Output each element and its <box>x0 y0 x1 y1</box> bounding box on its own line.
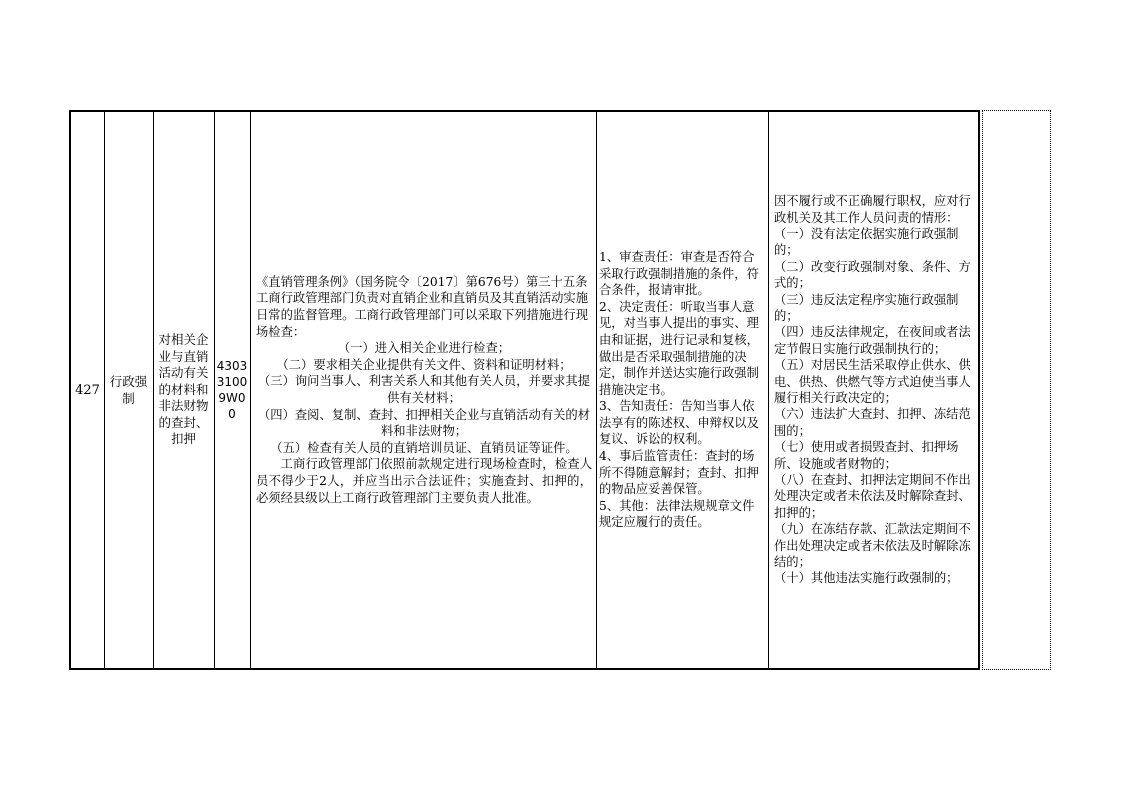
responsibility-item: 2、决定责任：听取当事人意见，对当事人提出的事实、理由和证据，进行记录和复核，做出是否采取强制措施的决定，制作并送达实施行政强制措施决定书。 <box>599 299 759 397</box>
row-number-cell <box>71 112 104 668</box>
accountability-item: （三）违反法定程序实施行政强制的； <box>774 292 959 323</box>
accountability-item: （七）使用或者损毁查封、扣押场所、设施或者财物的； <box>774 440 959 471</box>
legal-basis-paragraph: （五）检查有关人员的直销培训员证、直销员证等证件。 <box>270 440 578 455</box>
legal-basis-text <box>256 274 600 506</box>
accountability-list <box>774 193 977 587</box>
accountability-item: （五）对居民生活采取停止供水、供电、供热、供燃气等方式迫使当事人履行相关行政决定的； <box>774 358 971 405</box>
responsibility-item: 5、其他：法律法规规章文件规定应履行的责任。 <box>599 498 755 530</box>
accountability-item: （二）改变行政强制对象、条件、方式的； <box>774 259 971 291</box>
code-cell <box>214 112 250 668</box>
legal-basis-paragraph: （三）询问当事人、利害关系人和其他有关人员，并要求其提供有关材料； <box>257 374 591 405</box>
responsibility-item: 1、审查责任：审查是否符合采取行政强制措施的条件，符合条件，报请审批。 <box>599 249 759 298</box>
item-code: 430331009W00 <box>216 359 248 421</box>
responsibility-cell <box>596 112 768 668</box>
accountability-item: 因不履行或不正确履行职权，应对行政机关及其工作人员问责的情形： <box>774 194 971 225</box>
remark-cell <box>982 110 1051 670</box>
legal-basis-paragraph: （四）查阅、复制、查封、扣押相关企业与直销活动有关的材料和非法财物； <box>257 407 591 439</box>
legal-basis-paragraph: 工商行政管理部门依照前款规定进行现场检查时，检查人员不得少于2人，并应当出示合法证件；实施查封、扣押的，必须经县级以上工商行政管理部门主要负责人批准。 <box>256 457 592 505</box>
accountability-item: （十）其他违法实施行政强制的； <box>774 571 959 586</box>
legal-basis-paragraph: （一）进入相关企业进行检查； <box>337 341 511 356</box>
responsibility-item: 4、事后监管责任：查封的场所不得随意解封；查封、扣押的物品应妥善保管。 <box>599 449 759 497</box>
item-name: 对相关企业与直销活动有关的材料和非法财物的查封、扣押 <box>158 332 209 447</box>
item-name-cell <box>153 112 214 668</box>
legal-basis-cell <box>250 112 600 668</box>
legal-basis-paragraph: （二）要求相关企业提供有关文件、资料和证明材料； <box>276 357 572 372</box>
responsibility-list <box>599 249 765 531</box>
accountability-item: （九）在冻结存款、汇款法定期间不作出处理决定或者未依法及时解除冻结的； <box>774 522 971 570</box>
category-cell <box>104 112 153 668</box>
responsibility-item: 3、告知责任：告知当事人依法享有的陈述权、申辩权以及复议、诉讼的权利。 <box>599 399 759 447</box>
legal-basis-paragraph: 《直销管理条例》（国务院令〔2017〕第676号）第三十五条 工商行政管理部门负责对直销企业和直销员及其直销活动实施日常的监督管理。工商行政管理部门可以采取下列措施进行现场检查： <box>256 274 600 339</box>
accountability-item: （八）在查封、扣押法定期间不作出处理决定或者未依法及时解除查封、扣押的； <box>774 473 971 520</box>
accountability-item: （六）违法扩大查封、扣押、冻结范围的； <box>774 407 971 438</box>
accountability-item: （一）没有法定依据实施行政强制的； <box>774 226 959 258</box>
power-category: 行政强制 <box>109 374 148 406</box>
power-list-table <box>69 110 980 670</box>
accountability-item: （四）违反法律规定，在夜间或者法定节假日实施行政强制执行的； <box>774 325 971 356</box>
row-number: 427 <box>75 382 100 398</box>
accountability-cell <box>768 112 980 668</box>
